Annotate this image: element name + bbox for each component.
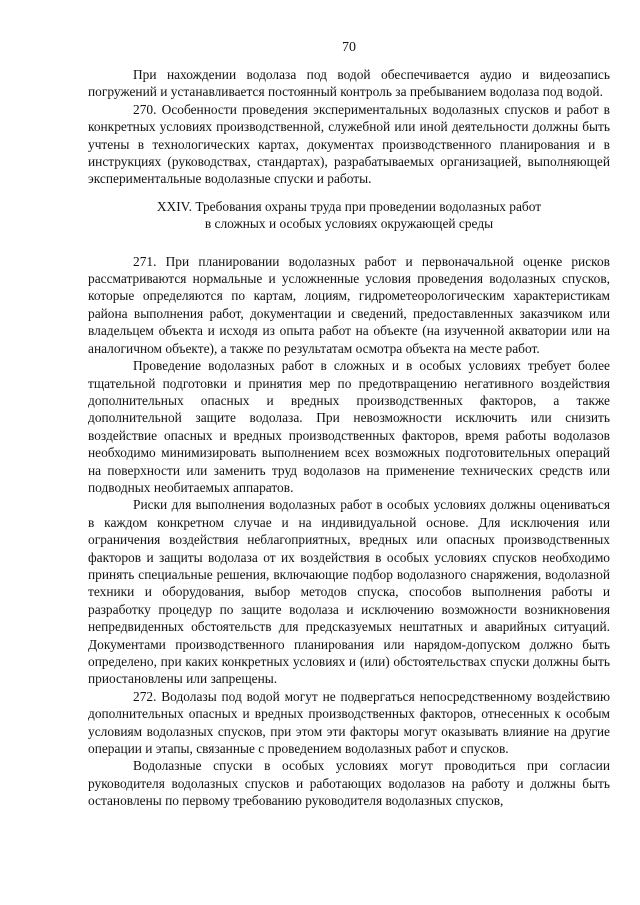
section-heading xyxy=(88,198,610,233)
paragraph-risks: Риски для выполнения водолазных работ в особых условиях должны оцениваться в каждом конкретном случае и на индивидуальной основе. Для исключения или ограничения воздействия неблагоприятных, вредных или опасных производственных факторов и защиты водолаза от их воздействия в особых условиях спусков необходимо принять специальные решения, включающие подбор водолазного снаряжения, водолазной техники и оборудования, выбор методов спуска, способов выполнения работы и разработку процедур по защите водолаза и исключению возможности возникновения непредвиденных обстоятельств для предсказуемых нештатных и аварийных ситуаций. Документами производственного планирования или нарядом-допуском должно быть определено, при каких конкретных условиях и (или) обстоятельствах спуски должны быть приостановлены или запрещены. xyxy=(88,497,610,687)
page-number: 70 xyxy=(342,40,356,55)
section-heading-line-1: XXIV. Требования охраны труда при проведении водолазных работ xyxy=(156,198,542,214)
paragraph-special-descents: Водолазные спуски в особых условиях могут проводиться при согласии руководителя водолазных спусков и работающих водолазов на работу и должны быть остановлены по первому требованию руководителя водолазных спусков, xyxy=(88,758,610,809)
paragraph-272: 272. Водолазы под водой могут не подвергаться непосредственному воздействию дополнительных опасных и вредных производственных факторов, отнесенных к особым условиям водолазных спусков, при этом эти факторы могут оказывать влияние на другие операции и этапы, связанные с проведением водолазных работ и спусков. xyxy=(88,688,610,757)
paragraph-270: 270. Особенности проведения экспериментальных водолазных спусков и работ в конкретных условиях производственной, служебной или иной деятельности должны быть учтены в технологических картах, документах производственного планирования и в инструкциях (руководствах, стандартах), разрабатываемых организацией, выполняющей экспериментальные водолазные спуски и работы. xyxy=(88,101,610,187)
section-heading-line-2: в сложных и особых условиях окружающей среды xyxy=(204,216,494,232)
paragraph-271: 271. При планировании водолазных работ и первоначальной оценке рисков рассматриваются нормальные и усложненные условия проведения водолазных спусков, которые определяются по картам, лоциям, гидрометеорологическим характеристикам района выполнения работ, документации и сведений, предоставленных заказчиком или владельцем объекта и исходя из опыта работ на объекте (на изученной акватории или на аналогичном объекте), а также по результатам осмотра объекта на месте работ. xyxy=(88,253,610,356)
paragraph-audio-video: При нахождении водолаза под водой обеспечивается аудио и видеозапись погружений и устанавливается постоянный контроль за пребыванием водолаза под водой. xyxy=(88,67,610,100)
paragraph-complex-conditions: Проведение водолазных работ в сложных и в особых условиях требует более тщательной подготовки и принятия мер по предотвращению негативного воздействия дополнительных опасных и вредных производственных факторов, а также дополнительной защите водолаза. При невозможности исключить или снизить воздействие опасных и вредных производственных факторов, время работы водолазов необходимо минимизировать выполнением всех возможных подготовительных операций на поверхности или заменить труд водолазов на применение технических средств или подводных необитаемых аппаратов. xyxy=(88,358,610,495)
